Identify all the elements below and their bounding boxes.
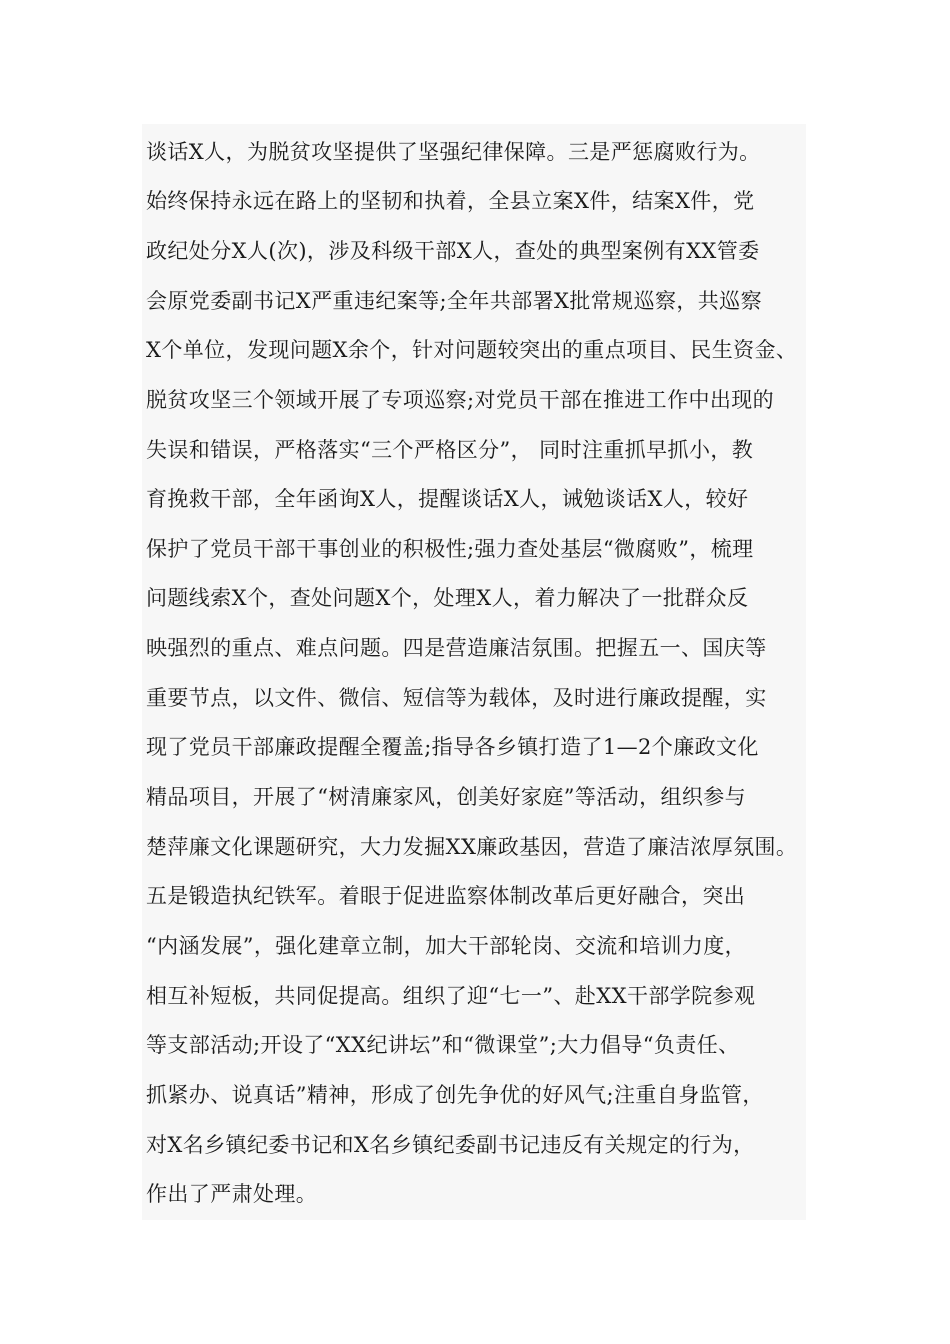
paragraph-line: 育挽救干部，全年函询X人，提醒谈话X人，诫勉谈话X人，较好 [146, 487, 749, 511]
paragraph-line: 等支部活动;开设了“XX纪讲坛”和“微课堂”;大力倡导“负责任、 [146, 1033, 740, 1057]
paragraph-line: 会原党委副书记X严重违纪案等;全年共部署X批常规巡察，共巡察 [146, 289, 762, 313]
paragraph-line: 保护了党员干部干事创业的积极性;强力查处基层“微腐败”，梳理 [146, 537, 754, 561]
paragraph-line: 重要节点，以文件、微信、短信等为载体，及时进行廉政提醒，实 [146, 686, 767, 710]
paragraph-line: 始终保持永远在路上的坚韧和执着，全县立案X件，结案X件，党 [146, 189, 755, 213]
paragraph-line: 作出了严肃处理。 [146, 1182, 318, 1206]
paragraph-line: 失误和错误，严格落实“三个严格区分”， 同时注重抓早抓小，教 [146, 438, 754, 462]
paragraph-line: 问题线索X个，查处问题X个，处理X人，着力解决了一批群众反 [146, 586, 749, 610]
paragraph-line: 五是锻造执纪铁军。着眼于促进监察体制改革后更好融合，突出 [146, 884, 746, 908]
paragraph-line: 抓紧办、说真话”精神，形成了创先争优的好风气;注重自身监管， [146, 1083, 764, 1107]
paragraph-line: 相互补短板，共同促提高。组织了迎“七一”、赴XX干部学院参观 [146, 984, 756, 1008]
paragraph-line: 现了党员干部廉政提醒全覆盖;指导各乡镇打造了1—2个廉政文化 [146, 735, 759, 759]
paragraph-line: 映强烈的重点、难点问题。四是营造廉洁氛围。把握五一、国庆等 [146, 636, 767, 660]
paragraph-line: 对X名乡镇纪委书记和X名乡镇纪委副书记违反有关规定的行为， [146, 1133, 755, 1157]
paragraph-line: “内涵发展”，强化建章立制，加大干部轮岗、交流和培训力度， [146, 934, 747, 958]
paragraph-line: 政纪处分X人(次)，涉及科级干部X人，查处的典型案例有XX管委 [146, 239, 760, 263]
paragraph-line: 楚萍廉文化课题研究，大力发掘XX廉政基因，营造了廉洁浓厚氛围。 [146, 835, 798, 859]
paragraph-line: 精品项目，开展了“树清廉家风，创美好家庭”等活动，组织参与 [146, 785, 747, 809]
paragraph-line: X个单位，发现问题X余个，针对问题较突出的重点项目、民生资金、 [146, 338, 798, 362]
paragraph-line: 谈话X人，为脱贫攻坚提供了坚强纪律保障。三是严惩腐败行为。 [146, 140, 761, 164]
paragraph-line: 脱贫攻坚三个领域开展了专项巡察;对党员干部在推进工作中出现的 [146, 388, 775, 412]
